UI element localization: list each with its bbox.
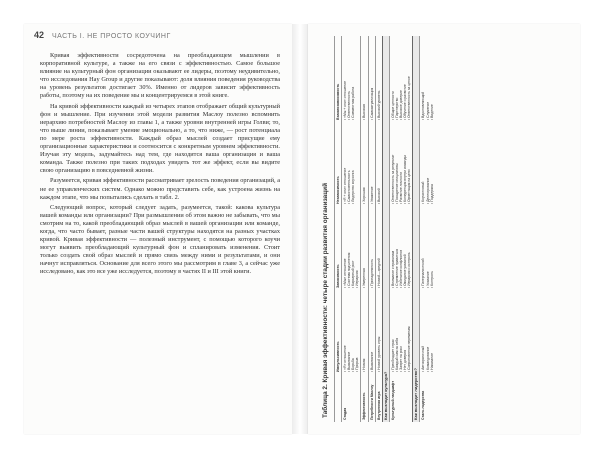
cell-line: • Самоактуализация <box>370 38 374 120</box>
table-cell <box>368 290 375 374</box>
performance-curve-table <box>334 36 435 422</box>
cell-line: • Видение <box>430 38 434 120</box>
cell-line: • Коучинговый <box>421 124 425 204</box>
cell-line: • Уважение <box>370 124 374 204</box>
cell-line: • Высокое доверие <box>399 38 403 120</box>
cell-line: • Избегание конфликтов <box>399 208 403 288</box>
table-cell <box>420 122 435 206</box>
left-page <box>24 24 292 434</box>
cell-line: • Конкуренция внутри команды <box>403 124 407 204</box>
cell-line: • Указание <box>426 208 430 288</box>
cell-line: • Совместная работа <box>351 38 355 120</box>
table-row <box>375 36 382 422</box>
paragraph: Кривая эффективности сосредоточена на преобладающем мышлении в корпоративной культуре, а также на его связи с эффективностью. Самое большое влияние на культурный фон организации оказывают ее лидеры, поэтому неудивительно, что исследования Hay Group и другие показывают: доля влияния поведения руководства на уровень результатов достигает 30%. Именно от лидеров зависит эффективность работы, поэтому на их поведение мы и концентрируемся в этой книге. <box>40 52 280 100</box>
cell-line: • Иерархия <box>355 208 359 288</box>
table-cell <box>420 206 435 290</box>
cell-line: • «Мы + они» отношение <box>343 38 347 120</box>
table-cell <box>375 122 382 206</box>
cell-line: • Ответственность <box>347 38 351 120</box>
row-label: Потребности Маслоу <box>368 374 375 422</box>
cell-line: • Обучение и развитие <box>403 38 407 120</box>
table-cell <box>368 122 375 206</box>
book-gutter <box>292 24 308 434</box>
cell-line: • Запрет на риск <box>399 292 403 372</box>
table-caption: Таблица 2. Кривая эффективности: четыре стадии развития организаций <box>322 182 329 418</box>
cell-line: • Низкий уровень игры <box>377 292 381 372</box>
row-label: Внутренняя игра <box>375 374 382 422</box>
section-title: Как выглядит культура? <box>382 36 389 422</box>
table-cell <box>389 122 412 206</box>
table-cell <box>389 206 412 290</box>
cell-line: • «Мы» отношение <box>343 208 347 288</box>
table-body <box>342 36 435 422</box>
cell-line: • Хорошая <box>362 124 366 204</box>
cell-line: • Развитие личности <box>399 124 403 204</box>
table-row <box>361 36 368 422</box>
cell-line: • «Я» отношение <box>343 292 347 372</box>
table-cell <box>361 122 368 206</box>
cell-line: • Высокая <box>362 38 366 120</box>
cell-line: • Преобладает страх <box>391 292 395 372</box>
cell-line: • Служение <box>426 38 430 120</box>
cell-line: • Низкий—средний <box>377 208 381 288</box>
row-label: Стиль лидерства <box>420 374 435 422</box>
table-cell <box>342 36 361 122</box>
table-cell <box>342 122 361 206</box>
cell-line: • Высокий уровень <box>377 38 381 120</box>
table-row <box>420 36 435 422</box>
cell-line: • Низкая <box>362 292 366 372</box>
column-header: Импульсивность <box>335 290 342 374</box>
cell-line: • Высокий <box>377 124 381 204</box>
column-header <box>335 374 342 422</box>
table-row <box>368 36 375 422</box>
chapter-title: ЧАСТЬ I. НЕ ПРОСТО КОУЧИНГ <box>51 33 171 40</box>
cell-line: • Выживание <box>370 292 374 372</box>
cell-line: • Каждый сам за себя <box>395 292 399 372</box>
table-cell <box>368 206 375 290</box>
table-header-row <box>335 36 342 422</box>
cell-line: • Борьба <box>351 292 355 372</box>
table-cell <box>375 206 382 290</box>
right-page <box>308 24 580 434</box>
table-cell <box>342 290 361 374</box>
table-cell <box>389 36 412 122</box>
cell-line: • Поощрение инициативы <box>395 124 399 204</box>
row-label: Стадия <box>342 374 361 422</box>
running-head <box>34 30 284 42</box>
cell-line: • Ответственность за целое <box>407 38 411 120</box>
cell-line: • Самостоятельность <box>347 124 351 204</box>
table-cell <box>420 36 435 122</box>
table-row <box>389 36 412 422</box>
paragraph: Разумеется, кривая эффективности рассматривает зрелость поведения организаций, а не ее управленческих систем. Однако можно представить себе, как устроена жизнь на каждом этапе, что мы попытались сделать в табл. 2. <box>40 177 280 201</box>
table-cell <box>361 36 368 122</box>
table-cell <box>368 36 375 122</box>
row-label: Культурный ландшафт <box>389 374 412 422</box>
cell-line: • Патерналистский <box>421 208 425 288</box>
cell-line: • Командование <box>426 292 430 372</box>
section-title: Как выглядит лидерство? <box>413 36 420 422</box>
cell-line: • Общие ценности <box>391 38 395 120</box>
section-row <box>413 36 420 422</box>
cell-line: • Делегирование <box>426 124 430 204</box>
paragraph: На кривой эффективности каждый из четырех этапов отображает общий культурный фон и мышление. При изучении этой модели развития Маслоу полезно вспомнить иерархию потребностей Маслоу из главы 1, а также уровни внутренней игры Голви; то, что выше линии, показывает умение эмоционально, а то, что ниже, — рост потенциала по мере роста эффективности. Каждый образ мыслей создает присущие ему организационные характеристики и соотносится с конкретным уровнем эффективности. Изучая эту модель, задумайтесь над тем, где находится ваша организация и ваша команда. Также полезно при таких подходах увидеть тот же эффект, если вы видите свою организацию в повседневной жизни. <box>40 102 280 175</box>
cell-line: • Контроль <box>430 208 434 288</box>
cell-line: • Карьерный рост <box>351 208 355 288</box>
cell-line: • Система подчинения <box>347 208 351 288</box>
cell-line: • Прорыв <box>355 292 359 372</box>
cell-line: • Стремление нравиться <box>395 208 399 288</box>
rotated-table-frame <box>320 36 568 422</box>
table-cell <box>389 290 412 374</box>
section-row <box>382 36 389 422</box>
table-cell <box>420 290 435 374</box>
table-cell <box>375 36 382 122</box>
cell-line: • Нет доверия <box>403 292 407 372</box>
cell-line: • Принадлежность <box>370 208 374 288</box>
cell-line: • Наказание <box>430 292 434 372</box>
row-label: Эффективность <box>361 374 368 422</box>
column-header: Зависимость <box>335 206 342 290</box>
cell-line: • Ожидание указаний <box>403 208 407 288</box>
cell-line: • Автократичный <box>421 292 425 372</box>
table-block <box>320 36 568 422</box>
cell-line: • Ориентация на цели <box>407 124 411 204</box>
body-text <box>40 52 280 277</box>
cell-line: • Поддержка <box>430 124 434 204</box>
table-row <box>342 36 361 422</box>
cell-line: • Партнерство <box>395 38 399 120</box>
column-header: Независимость <box>335 122 342 206</box>
table-cell <box>361 290 368 374</box>
cell-line: • Вдохновляющий <box>421 38 425 120</box>
cell-line: • Выживание <box>347 292 351 372</box>
cell-line: • Лидерство коучинга <box>351 124 355 204</box>
cell-line: • «Я + они» отношение <box>343 124 347 204</box>
table-cell <box>361 206 368 290</box>
cell-line: • Иерархия и контроль <box>407 208 411 288</box>
column-header: Взаимозависимость <box>335 36 342 122</box>
cell-line: • Умеренная <box>362 208 366 288</box>
cell-line: • Сопротивление переменам <box>407 292 411 372</box>
cell-line: • Внимание к правилам <box>391 208 395 288</box>
paragraph: Следующий вопрос, который следует задать, разумеется, такой: какова культура вашей команды или организации? При размышлении об этом важно не забывать, что мы смотрим на то, какой преобладающий образ мыслей в вашей организации или команде, когда, что часто бывает, разные части вашей структуры находятся на разных участках кривой. Кривая эффективности — полезный инструмент, с помощью которого коучи могут выявить преобладающий культурный фон и спланировать изменения. Стоит только создать свой образ мыслей и прямо связь между ними и результатами, и они начнут исправляться. Основание для всего этого мы рассмотрим в главе 3, а сейчас уже исследовано, как это все уже исследуется, поэтому в частях II и III этой книги. <box>40 203 280 276</box>
cell-line: • Ответственность за результат <box>391 124 395 204</box>
page-number: 42 <box>34 30 45 40</box>
table-cell <box>375 290 382 374</box>
table-cell <box>342 206 361 290</box>
